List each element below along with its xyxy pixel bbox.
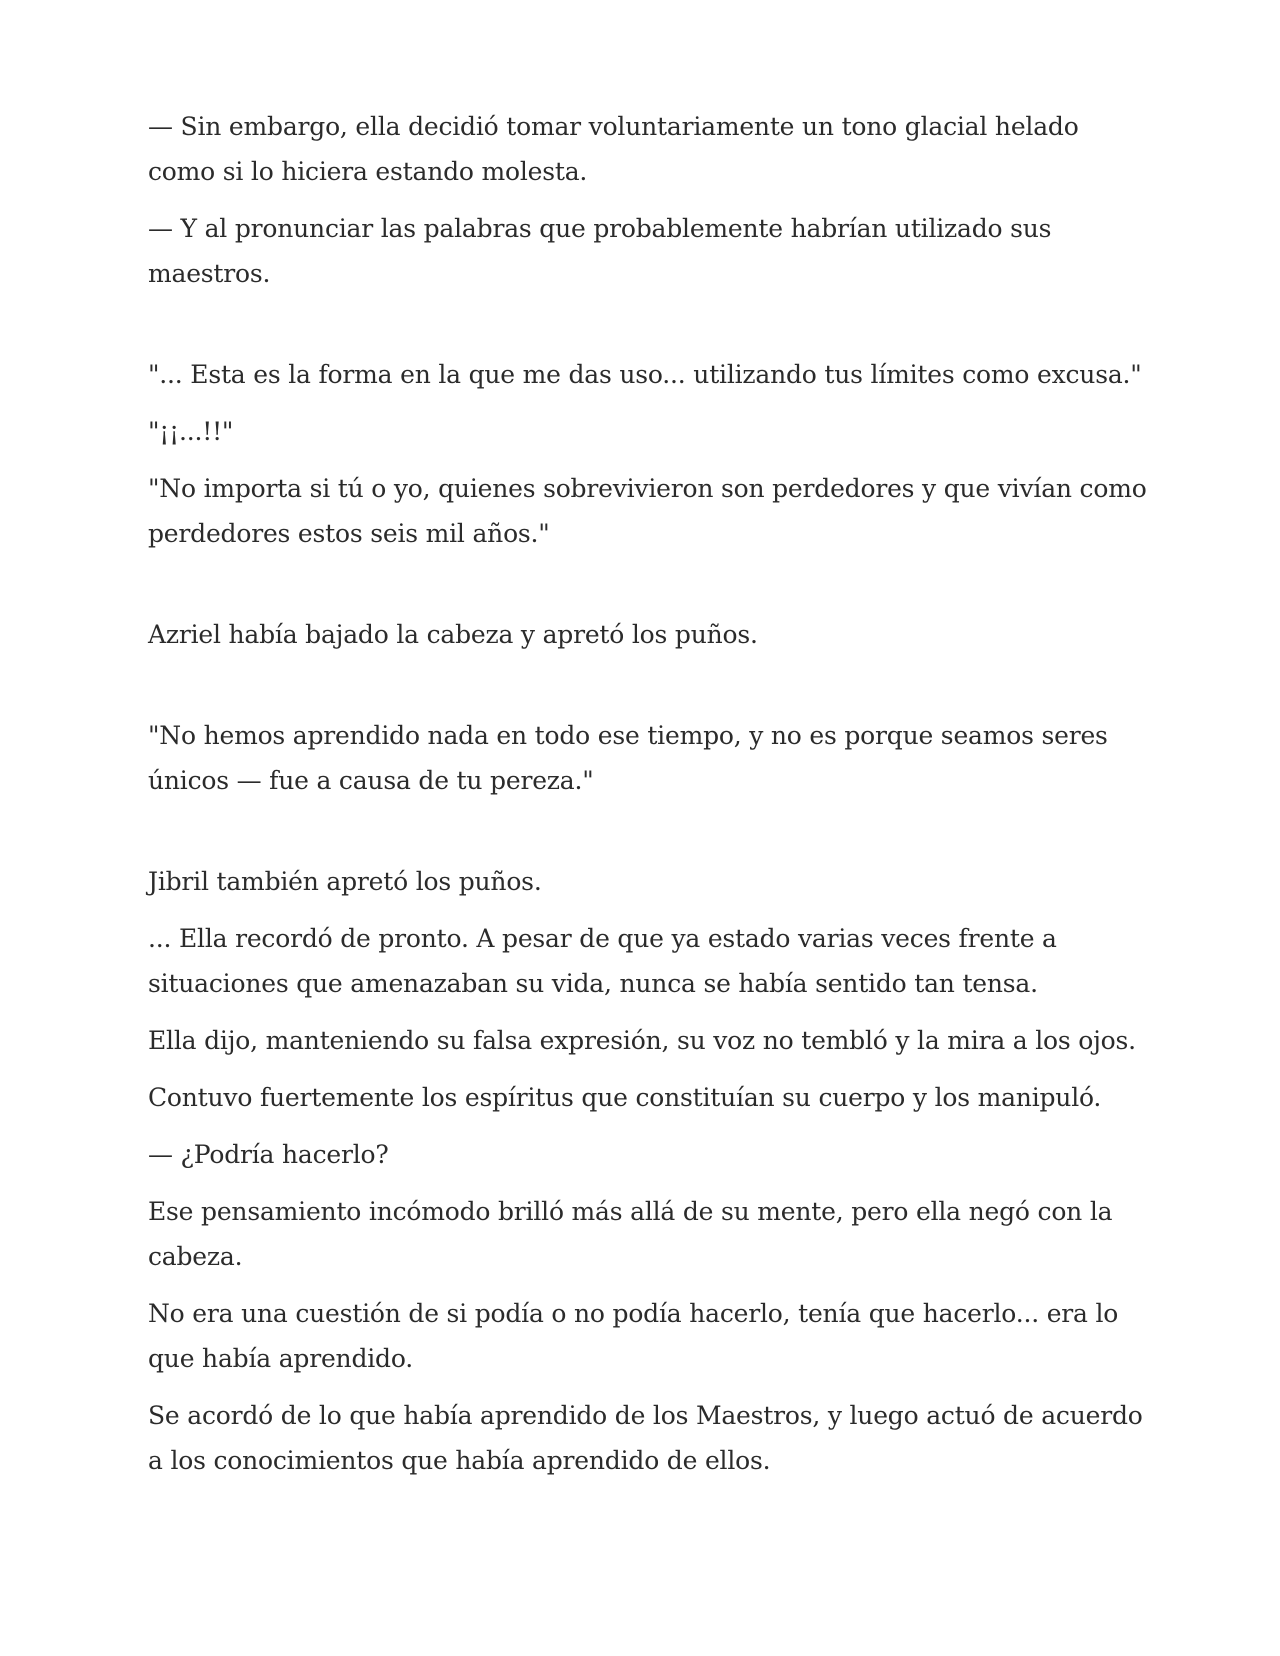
- paragraph-12: — ¿Podría hacerlo?: [148, 1140, 389, 1169]
- paragraph-11: Contuvo fuertemente los espíritus que constituían su cuerpo y los manipuló.: [148, 1083, 1102, 1112]
- paragraph-6: Azriel había bajado la cabeza y apretó los puños.: [148, 620, 758, 649]
- paragraph-3: "... Esta es la forma en la que me das uso... utilizando tus límites como excusa.": [148, 360, 1142, 389]
- paragraph-14: No era una cuestión de si podía o no podía hacerlo, tenía que hacerlo... era lo que había aprendido.: [148, 1299, 1119, 1373]
- paragraph-7: "No hemos aprendido nada en todo ese tiempo, y no es porque seamos seres únicos — fue a causa de tu pereza.": [148, 721, 1108, 795]
- paragraph-1: — Sin embargo, ella decidió tomar voluntariamente un tono glacial helado como si lo hiciera estando molesta.: [148, 112, 1079, 186]
- paragraph-15: Se acordó de lo que había aprendido de los Maestros, y luego actuó de acuerdo a los conocimientos que había aprendido de ellos.: [148, 1401, 1143, 1475]
- paragraph-8: Jibril también apretó los puños.: [148, 867, 542, 896]
- document-body: [148, 104, 1148, 1495]
- paragraph-10: Ella dijo, manteniendo su falsa expresión, su voz no tembló y la mira a los ojos.: [148, 1026, 1136, 1055]
- paragraph-13: Ese pensamiento incómodo brilló más allá de su mente, pero ella negó con la cabeza.: [148, 1197, 1113, 1271]
- paragraph-4: "¡¡...!!": [148, 417, 234, 446]
- paragraph-2: — Y al pronunciar las palabras que probablemente habrían utilizado sus maestros.: [148, 214, 1052, 288]
- paragraph-5: "No importa si tú o yo, quienes sobrevivieron son perdedores y que vivían como perdedores estos seis mil años.": [148, 474, 1147, 548]
- paragraph-9: ... Ella recordó de pronto. A pesar de que ya estado varias veces frente a situaciones que amenazaban su vida, nunca se había sentido tan tensa.: [148, 924, 1057, 998]
